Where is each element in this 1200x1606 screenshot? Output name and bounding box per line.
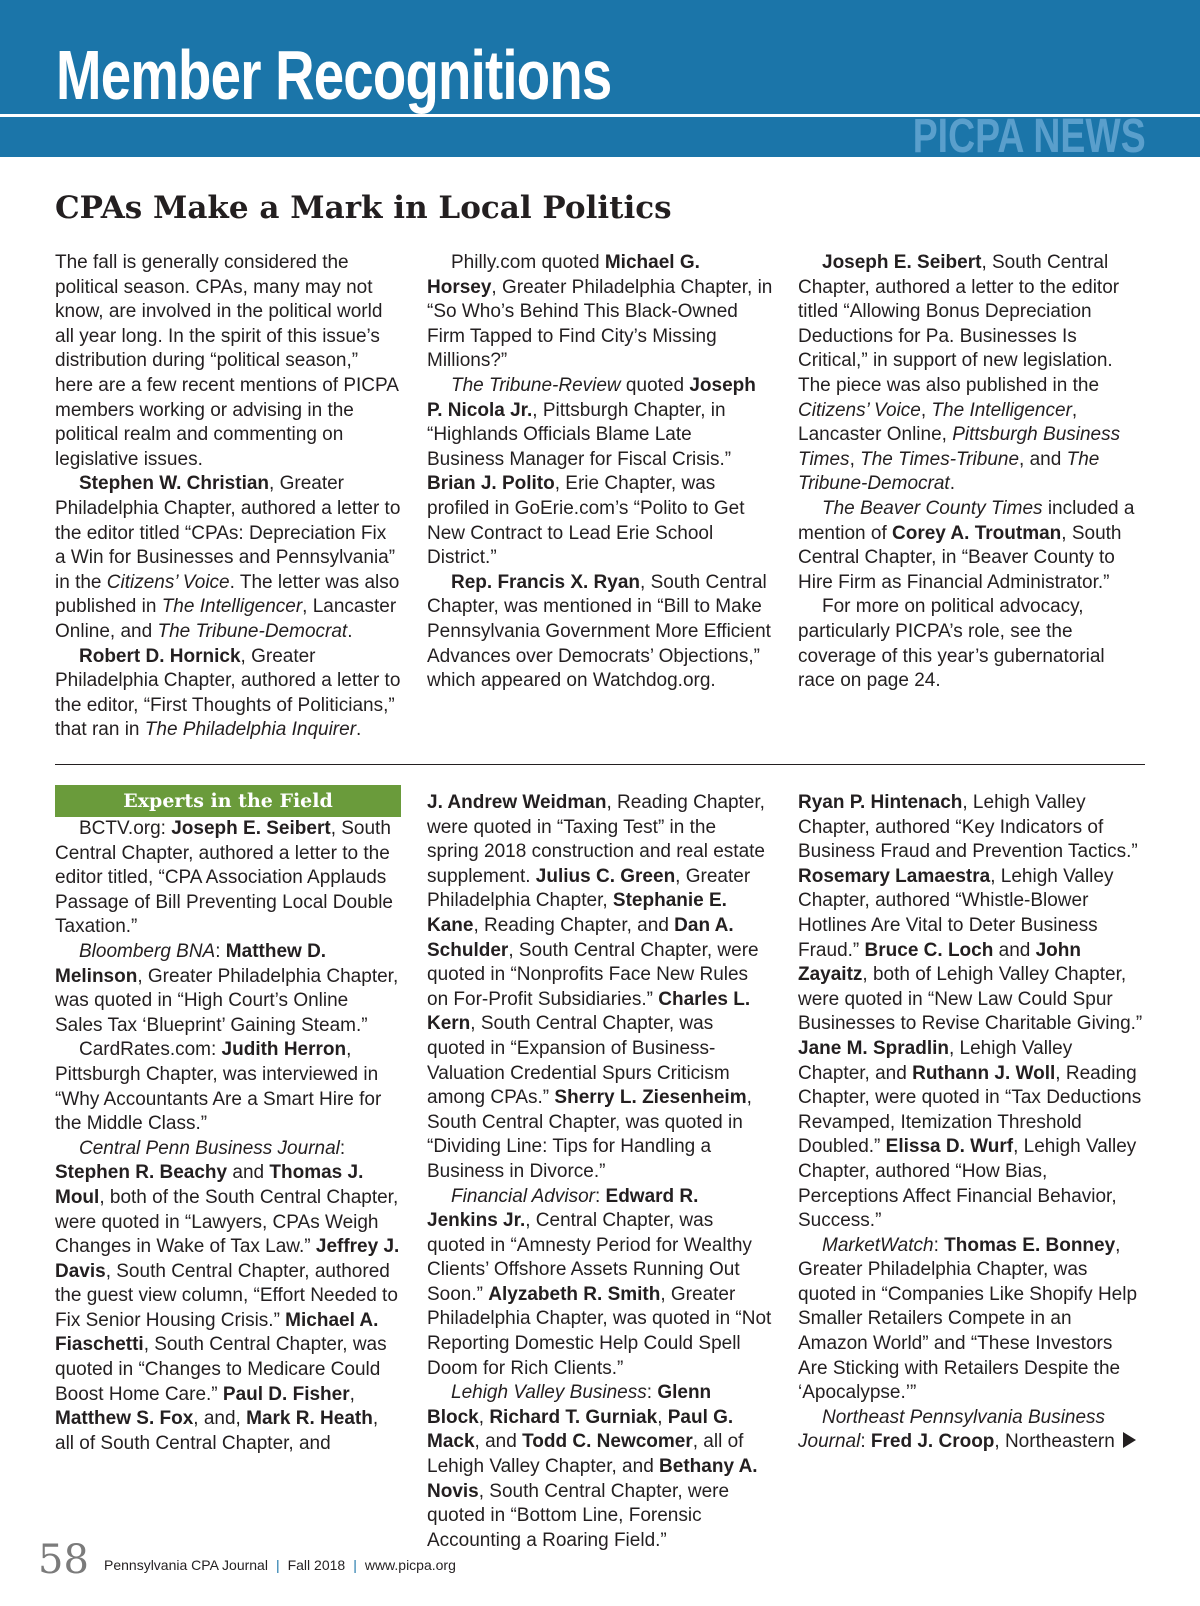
publication-name: Citizens’ Voice [106, 571, 230, 593]
publication-name: The Intelligencer [161, 596, 303, 618]
member-name: Richard T. Gurniak [489, 1406, 658, 1428]
publication-name: Financial Advisor [451, 1185, 595, 1207]
paragraph: Joseph E. Seibert, South Central Chapter, authored a letter to the editor titled “Allowing Bonus Depreciation Deductions for Pa. Businesses Is Critical,” in support of new legislation. The piece was also published in the Citizens’ Voice, The Intelligencer, Lancaster Online, Pittsburgh Business Times, The Times-Tribune, and The Tribune-Democrat. [798, 252, 1121, 495]
sidebar-heading: Experts in the Field [55, 785, 401, 817]
footer-text [104, 1556, 456, 1574]
member-name: Fred J. Croop [870, 1431, 995, 1453]
paragraph: Philly.com quoted Michael G. Horsey, Greater Philadelphia Chapter, in “So Who’s Behind This Black-Owned Firm Tapped to Find City’s Missing Millions?” [427, 252, 773, 372]
publication-name: The Philadelphia Inquirer [144, 719, 357, 741]
member-name: Jeffrey J. Davis [55, 1236, 400, 1282]
member-name: John Zayaitz [798, 939, 1081, 986]
member-name: Michael G. Horsey [427, 252, 700, 298]
member-name: Todd C. Newcomer [522, 1431, 693, 1453]
member-name: Charles L. Kern [427, 988, 751, 1035]
page-title: Member Recognitions [56, 36, 612, 114]
member-name: Stephen W. Christian [79, 473, 270, 495]
paragraph: J. Andrew Weidman, Reading Chapter, were quoted in “Taxing Test” in the spring 2018 construction and real estate supplement. Julius C. Green, Greater Philadelphia Chapter, Stephanie E. Kane, Reading Chapter, and Dan A. Schulder, South Central Chapter, were quoted in “Nonprofits Face New Rules on For-Profit Subsidiaries.” Charles L. Kern, South Central Chapter, was quoted in “Expansion of Business-Valuation Credential Spurs Criticism among CPAs.” Sherry L. Ziesenheim, South Central Chapter, was quoted in “Dividing Line: Tips for Handling a Business in Divorce.” [427, 792, 765, 1182]
member-name: Michael A. Fiaschetti [55, 1309, 379, 1356]
paragraph: Lehigh Valley Business: Glenn Block, Richard T. Gurniak, Paul G. Mack, and Todd C. Newcomer, all of Lehigh Valley Chapter, and Bethany A. Novis, South Central Chapter, were quoted in “Bottom Line, Forensic Accounting a Roaring Field.” [427, 1382, 758, 1551]
publication-name: Central Penn Business Journal [79, 1137, 340, 1159]
member-name: Robert D. Hornick [79, 645, 241, 667]
paragraph: MarketWatch: Thomas E. Bonney, Greater Philadelphia Chapter, was quoted in “Companies Like Shopify Help Smaller Retailers Compete in an Amazon World” and “These Investors Are Sticking with Retailers Despite the ‘Apocalypse.’” [798, 1234, 1138, 1404]
member-name: Stephen R. Beachy [55, 1162, 228, 1184]
paragraph: The Tribune-Review quoted Joseph P. Nicola Jr., Pittsburgh Chapter, in “Highlands Officials Blame Late Business Manager for Fiscal Crisis.” Brian J. Polito, Erie Chapter, was profiled in GoErie.com’s “Polito to Get New Contract to Lead Erie School District.” [427, 374, 756, 569]
paragraph: CardRates.com: Judith Herron, Pittsburgh Chapter, was interviewed in “Why Accountants Are a Smart Hire for the Middle Class.” [55, 1039, 382, 1135]
publication-name: The Tribune-Democrat [157, 620, 348, 642]
continued-arrow-icon [1123, 1432, 1136, 1448]
sidebar-column-3 [798, 791, 1144, 1455]
member-name: Dan A. Schulder [427, 914, 734, 961]
member-name: Thomas E. Bonney [944, 1234, 1116, 1256]
paragraph: Financial Advisor: Edward R. Jenkins Jr., Central Chapter, was quoted in “Amnesty Period for Wealthy Clients’ Offshore Assets Running Out Soon.” Alyzabeth R. Smith, Greater Philadelphia Chapter, was quoted in “Not Reporting Domestic Help Could Spell Doom for Rich Clients.” [427, 1185, 772, 1379]
member-name: Bethany A. Novis [427, 1456, 758, 1502]
publication-name: Lehigh Valley Business [451, 1382, 647, 1404]
paragraph: Rep. Francis X. Ryan, South Central Chapter, was mentioned in “Bill to Make Pennsylvania Government More Efficient Advances over Democrats’ Objections,” which appeared on Watchdog.org. [427, 571, 771, 692]
member-name: Thomas J. Moul [55, 1162, 364, 1208]
paragraph: Bloomberg BNA: Matthew D. Melinson, Greater Philadelphia Chapter, was quoted in “High Court’s Online Sales Tax ‘Blueprint’ Gaining Steam.” [55, 940, 399, 1036]
paragraph: Ryan P. Hintenach, Lehigh Valley Chapter, authored “Key Indicators of Business Fraud and Prevention Tactics.” Rosemary Lamaestra, Lehigh Valley Chapter, authored “Whistle-Blower Hotlines Are Vital to Deter Business Fraud.” Bruce C. Loch and John Zayaitz, both of Lehigh Valley Chapter, were quoted in “New Law Could Spur Businesses to Revise Charitable Giving.” Jane M. Spradlin, Lehigh Valley Chapter, and Ruthann J. Woll, Reading Chapter, were quoted in “Tax Deductions Revamped, Itemization Threshold Doubled.” Elissa D. Wurf, Lehigh Valley Chapter, authored “How Bias, Perceptions Affect Financial Behavior, Success.” [798, 792, 1143, 1232]
publication-name: Bloomberg BNA [79, 940, 216, 962]
sidebar-column-1 [55, 817, 401, 1456]
publication-name: MarketWatch [822, 1234, 934, 1256]
publication-name: Pittsburgh Business Times [798, 424, 1121, 470]
member-name: Corey A. Troutman [892, 522, 1062, 544]
publication-name: The Times-Tribune [860, 448, 1020, 470]
member-name: Paul D. Fisher [222, 1383, 350, 1405]
publication-title: Pennsylvania CPA Journal [104, 1557, 268, 1573]
member-name: Matthew S. Fox [55, 1408, 194, 1430]
member-name: Ruthann J. Woll [912, 1062, 1056, 1084]
member-name: Rosemary Lamaestra [798, 865, 991, 887]
member-name: Sherry L. Ziesenheim [554, 1087, 747, 1109]
paragraph: The Beaver County Times included a mention of Corey A. Troutman, South Central Chapter, in “Beaver County to Hire Firm as Financial Administrator.” [798, 497, 1135, 593]
publication-name: Northeast Pennsylvania Business Journal [798, 1406, 1106, 1453]
publication-name: Citizens’ Voice [798, 399, 921, 421]
paragraph: BCTV.org: Joseph E. Seibert, South Central Chapter, authored a letter to the editor titled, “CPA Association Applauds Passage of Bill Preventing Local Double Taxation.” [55, 818, 393, 938]
member-name: Rep. Francis X. Ryan [451, 571, 641, 593]
paragraph: Central Penn Business Journal: Stephen R. Beachy and Thomas J. Moul, both of the South Central Chapter, were quoted in “Lawyers, CPAs Weigh Changes in Wake of Tax Law.” Jeffrey J. Davis, South Central Chapter, authored the guest view column, “Effort Needed to Fix Senior Housing Crisis.” Michael A. Fiaschetti, South Central Chapter, was quoted in “Changes to Medicare Could Boost Home Care.” Paul D. Fisher, Matthew S. Fox, and, Mark R. Heath, all of South Central Chapter, and [55, 1137, 400, 1454]
section-tag: PICPA NEWS [913, 110, 1146, 163]
member-name: Matthew D. Melinson [55, 940, 327, 987]
paragraph: For more on political advocacy, particularly PICPA’s role, see the coverage of this year’s gubernatorial race on page 24. [798, 596, 1105, 692]
member-name: Stephanie E. Kane [427, 890, 727, 936]
member-name: Julius C. Green [535, 865, 676, 887]
paragraph: Stephen W. Christian, Greater Philadelphia Chapter, authored a letter to the editor titled “CPAs: Depreciation Fix a Win for Businesses and Pennsylvania” in the Citizens’ Voice. The letter was also published in The Intelligencer, Lancaster Online, and The Tribune-Democrat. [55, 473, 401, 642]
separator: | [353, 1557, 357, 1573]
sidebar-column-2 [427, 791, 773, 1553]
publication-name: The Tribune-Democrat [798, 448, 1100, 495]
publication-name: The Beaver County Times [822, 497, 1043, 519]
member-name: Judith Herron [221, 1039, 347, 1061]
article-column-2 [427, 251, 773, 694]
page-number: 58 [38, 1537, 89, 1583]
member-name: Bruce C. Loch [864, 939, 994, 961]
issue-label: Fall 2018 [287, 1557, 346, 1573]
article-headline: CPAs Make a Mark in Local Politics [55, 190, 672, 226]
member-name: Joseph E. Seibert [822, 252, 982, 273]
article-column-3 [798, 251, 1144, 694]
member-name: Alyzabeth R. Smith [488, 1283, 661, 1305]
member-name: Brian J. Polito [427, 473, 555, 495]
paragraph: The fall is generally considered the political season. CPAs, many may not know, are involved in the political world all year long. In the spirit of this issue’s distribution during “political season,” here are a few recent mentions of PICPA members working or advising in the political realm and commenting on legislative issues. [55, 252, 398, 470]
paragraph: Northeast Pennsylvania Business Journal: Fred J. Croop, Northeastern [798, 1406, 1144, 1455]
member-name: J. Andrew Weidman [427, 792, 607, 813]
member-name: Ryan P. Hintenach [798, 792, 963, 813]
member-name: Glenn Block [427, 1382, 712, 1428]
publication-name: The Tribune-Review [451, 374, 621, 396]
separator: | [275, 1557, 280, 1573]
paragraph: Robert D. Hornick, Greater Philadelphia Chapter, authored a letter to the editor, “First Thoughts of Politicians,” that ran in The Philadelphia Inquirer. [55, 645, 401, 741]
member-name: Mark R. Heath [246, 1408, 373, 1430]
member-name: Paul G. Mack [427, 1406, 734, 1453]
member-name: Edward R. Jenkins Jr. [427, 1185, 699, 1232]
article-column-1 [55, 251, 401, 743]
member-name: Jane M. Spradlin [798, 1037, 949, 1059]
section-divider [55, 764, 1145, 765]
publication-name: The Intelligencer [931, 399, 1072, 421]
website-link[interactable]: www.picpa.org [364, 1557, 456, 1573]
member-name: Joseph P. Nicola Jr. [427, 374, 756, 421]
member-name: Joseph E. Seibert [171, 818, 331, 839]
header-banner [0, 0, 1200, 163]
member-name: Elissa D. Wurf [885, 1136, 1014, 1158]
